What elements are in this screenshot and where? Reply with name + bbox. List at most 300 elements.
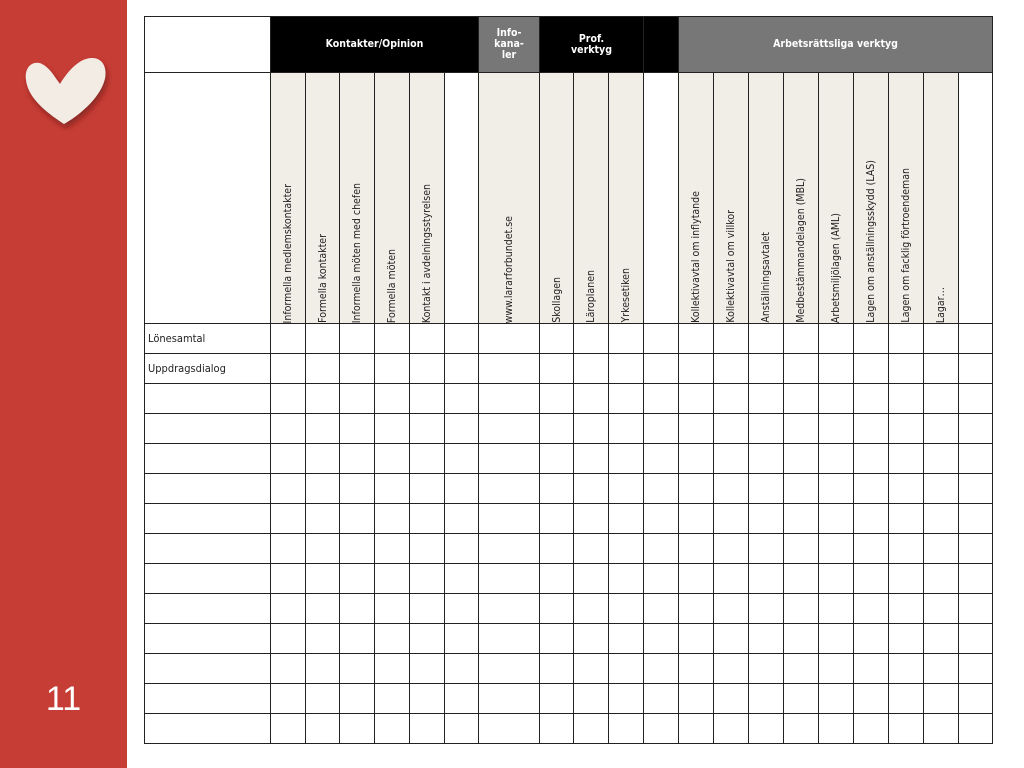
- checklist-cell[interactable]: [410, 654, 445, 684]
- checklist-cell[interactable]: [749, 714, 784, 744]
- checklist-cell[interactable]: [574, 624, 609, 654]
- checklist-cell[interactable]: [889, 504, 924, 534]
- checklist-cell[interactable]: [784, 594, 819, 624]
- checklist-cell[interactable]: [410, 354, 445, 384]
- checklist-cell[interactable]: [574, 714, 609, 744]
- column-header: [644, 73, 679, 324]
- checklist-cell[interactable]: [784, 534, 819, 564]
- checklist-cell[interactable]: [679, 474, 714, 504]
- checklist-cell[interactable]: [445, 444, 479, 474]
- checklist-cell[interactable]: [540, 534, 574, 564]
- checklist-cell[interactable]: [889, 534, 924, 564]
- checklist-cell[interactable]: [749, 684, 784, 714]
- checklist-cell[interactable]: [445, 354, 479, 384]
- checklist-cell[interactable]: [375, 564, 410, 594]
- checklist-cell[interactable]: [410, 714, 445, 744]
- checklist-cell[interactable]: [574, 384, 609, 414]
- checklist-cell[interactable]: [854, 624, 889, 654]
- checklist-cell[interactable]: [784, 654, 819, 684]
- checklist-cell[interactable]: [959, 354, 993, 384]
- checklist-cell[interactable]: [889, 594, 924, 624]
- column-header-label: Kollektivavtal om villkor: [725, 210, 737, 323]
- checklist-cell[interactable]: [784, 714, 819, 744]
- checklist-cell[interactable]: [854, 654, 889, 684]
- checklist-cell[interactable]: [644, 684, 679, 714]
- checklist-cell[interactable]: [819, 564, 854, 594]
- checklist-cell[interactable]: [540, 414, 574, 444]
- checklist-cell[interactable]: [714, 714, 749, 744]
- checklist-cell[interactable]: [540, 624, 574, 654]
- checklist-cell[interactable]: [679, 384, 714, 414]
- checklist-cell[interactable]: [410, 504, 445, 534]
- checklist-cell[interactable]: [479, 624, 540, 654]
- checklist-cell[interactable]: [749, 354, 784, 384]
- checklist-cell[interactable]: [609, 444, 644, 474]
- column-header-label: Informella medlemskontakter: [282, 183, 294, 323]
- checklist-cell[interactable]: [819, 384, 854, 414]
- checklist-cell[interactable]: [749, 594, 784, 624]
- checklist-cell[interactable]: [271, 534, 306, 564]
- checklist-cell[interactable]: [784, 474, 819, 504]
- checklist-cell[interactable]: [819, 714, 854, 744]
- checklist-cell[interactable]: [375, 324, 410, 354]
- checklist-cell[interactable]: [609, 594, 644, 624]
- checklist-cell[interactable]: [854, 534, 889, 564]
- checklist-cell[interactable]: [375, 654, 410, 684]
- checklist-cell[interactable]: [679, 684, 714, 714]
- checklist-cell[interactable]: [784, 444, 819, 474]
- checklist-cell[interactable]: [479, 324, 540, 354]
- checklist-cell[interactable]: [340, 534, 375, 564]
- checklist-cell[interactable]: [924, 354, 959, 384]
- checklist-cell[interactable]: [574, 504, 609, 534]
- checklist-cell[interactable]: [306, 444, 340, 474]
- checklist-cell[interactable]: [784, 354, 819, 384]
- checklist-cell[interactable]: [749, 444, 784, 474]
- checklist-cell[interactable]: [959, 444, 993, 474]
- checklist-cell[interactable]: [445, 684, 479, 714]
- checklist-cell[interactable]: [644, 414, 679, 444]
- checklist-cell[interactable]: [854, 594, 889, 624]
- checklist-cell[interactable]: [679, 564, 714, 594]
- checklist-cell[interactable]: [609, 564, 644, 594]
- checklist-cell[interactable]: [445, 384, 479, 414]
- checklist-cell[interactable]: [540, 684, 574, 714]
- checklist-cell[interactable]: [609, 714, 644, 744]
- checklist-cell[interactable]: [340, 474, 375, 504]
- checklist-cell[interactable]: [540, 474, 574, 504]
- checklist-cell[interactable]: [854, 414, 889, 444]
- checklist-cell[interactable]: [749, 564, 784, 594]
- checklist-cell[interactable]: [479, 654, 540, 684]
- checklist-cell[interactable]: [889, 474, 924, 504]
- checklist-cell[interactable]: [410, 594, 445, 624]
- checklist-cell[interactable]: [889, 624, 924, 654]
- checklist-cell[interactable]: [479, 534, 540, 564]
- checklist-cell[interactable]: [679, 444, 714, 474]
- checklist-cell[interactable]: [924, 654, 959, 684]
- checklist-cell[interactable]: [679, 414, 714, 444]
- checklist-cell[interactable]: [889, 444, 924, 474]
- checklist-cell[interactable]: [924, 474, 959, 504]
- checklist-cell[interactable]: [479, 714, 540, 744]
- checklist-cell[interactable]: [679, 624, 714, 654]
- checklist-cell[interactable]: [924, 384, 959, 414]
- checklist-cell[interactable]: [714, 324, 749, 354]
- checklist-cell[interactable]: [271, 384, 306, 414]
- column-header-label: Läroplanen: [585, 270, 597, 323]
- checklist-cell[interactable]: [644, 444, 679, 474]
- checklist-cell[interactable]: [959, 564, 993, 594]
- checklist-cell[interactable]: [714, 354, 749, 384]
- checklist-cell[interactable]: [574, 594, 609, 624]
- row-label: [145, 714, 271, 744]
- checklist-cell[interactable]: [375, 624, 410, 654]
- checklist-cell[interactable]: [540, 384, 574, 414]
- checklist-cell[interactable]: [854, 324, 889, 354]
- checklist-cell[interactable]: [271, 654, 306, 684]
- checklist-cell[interactable]: [340, 564, 375, 594]
- checklist-cell[interactable]: [445, 474, 479, 504]
- checklist-cell[interactable]: [340, 504, 375, 534]
- checklist-cell[interactable]: [540, 564, 574, 594]
- checklist-cell[interactable]: [340, 654, 375, 684]
- checklist-cell[interactable]: [271, 714, 306, 744]
- checklist-cell[interactable]: [889, 714, 924, 744]
- checklist-cell[interactable]: [340, 354, 375, 384]
- checklist-cell[interactable]: [445, 624, 479, 654]
- checklist-cell[interactable]: [749, 324, 784, 354]
- checklist-cell[interactable]: [714, 594, 749, 624]
- checklist-cell[interactable]: [479, 384, 540, 414]
- checklist-cell[interactable]: [375, 384, 410, 414]
- row-label: [145, 474, 271, 504]
- checklist-cell[interactable]: [679, 504, 714, 534]
- checklist-cell[interactable]: [784, 504, 819, 534]
- checklist-cell[interactable]: [271, 504, 306, 534]
- checklist-cell[interactable]: [959, 504, 993, 534]
- checklist-cell[interactable]: [784, 564, 819, 594]
- checklist-cell[interactable]: [340, 414, 375, 444]
- checklist-cell[interactable]: [889, 414, 924, 444]
- checklist-cell[interactable]: [445, 504, 479, 534]
- checklist-cell[interactable]: [445, 324, 479, 354]
- checklist-cell[interactable]: [644, 354, 679, 384]
- checklist-cell[interactable]: [340, 324, 375, 354]
- checklist-cell[interactable]: [819, 624, 854, 654]
- checklist-cell[interactable]: [819, 504, 854, 534]
- checklist-cell[interactable]: [540, 324, 574, 354]
- checklist-cell[interactable]: [679, 714, 714, 744]
- checklist-cell[interactable]: [375, 534, 410, 564]
- checklist-cell[interactable]: [540, 654, 574, 684]
- checklist-cell[interactable]: [609, 384, 644, 414]
- checklist-cell[interactable]: [306, 354, 340, 384]
- checklist-cell[interactable]: [749, 474, 784, 504]
- checklist-cell[interactable]: [609, 414, 644, 444]
- checklist-cell[interactable]: [479, 504, 540, 534]
- checklist-cell[interactable]: [375, 594, 410, 624]
- checklist-cell[interactable]: [959, 624, 993, 654]
- checklist-cell[interactable]: [819, 414, 854, 444]
- checklist-cell[interactable]: [306, 564, 340, 594]
- checklist-cell[interactable]: [410, 324, 445, 354]
- checklist-cell[interactable]: [306, 384, 340, 414]
- checklist-cell[interactable]: [714, 534, 749, 564]
- column-header: [540, 73, 574, 324]
- checklist-cell[interactable]: [609, 624, 644, 654]
- checklist-cell[interactable]: [609, 324, 644, 354]
- checklist-cell[interactable]: [340, 624, 375, 654]
- checklist-cell[interactable]: [574, 564, 609, 594]
- checklist-cell[interactable]: [609, 474, 644, 504]
- checklist-cell[interactable]: [479, 564, 540, 594]
- checklist-cell[interactable]: [271, 684, 306, 714]
- checklist-cell[interactable]: [889, 654, 924, 684]
- checklist-cell[interactable]: [889, 384, 924, 414]
- checklist-cell[interactable]: [574, 414, 609, 444]
- column-header-label: www.lararforbundet.se: [503, 215, 515, 323]
- checklist-cell[interactable]: [540, 354, 574, 384]
- checklist-cell[interactable]: [749, 504, 784, 534]
- checklist-cell[interactable]: [854, 504, 889, 534]
- checklist-cell[interactable]: [784, 324, 819, 354]
- checklist-cell[interactable]: [924, 624, 959, 654]
- checklist-cell[interactable]: [479, 684, 540, 714]
- checklist-cell[interactable]: [574, 324, 609, 354]
- checklist-cell[interactable]: [644, 564, 679, 594]
- checklist-cell[interactable]: [749, 534, 784, 564]
- checklist-cell[interactable]: [574, 534, 609, 564]
- checklist-cell[interactable]: [306, 624, 340, 654]
- group-header-kontakter: [271, 17, 479, 73]
- checklist-cell[interactable]: [854, 474, 889, 504]
- checklist-cell[interactable]: [445, 564, 479, 594]
- checklist-cell[interactable]: [306, 474, 340, 504]
- checklist-cell[interactable]: [924, 564, 959, 594]
- checklist-cell[interactable]: [574, 654, 609, 684]
- checklist-cell[interactable]: [714, 624, 749, 654]
- checklist-cell[interactable]: [959, 414, 993, 444]
- checklist-cell[interactable]: [574, 474, 609, 504]
- checklist-cell[interactable]: [924, 534, 959, 564]
- checklist-cell[interactable]: [375, 354, 410, 384]
- column-header-label: Kollektivavtal om inflytande: [690, 191, 702, 323]
- checklist-cell[interactable]: [959, 534, 993, 564]
- checklist-cell[interactable]: [959, 684, 993, 714]
- checklist-cell[interactable]: [410, 564, 445, 594]
- checklist-cell[interactable]: [784, 384, 819, 414]
- checklist-cell[interactable]: [819, 444, 854, 474]
- checklist-cell[interactable]: [410, 444, 445, 474]
- checklist-cell[interactable]: [819, 534, 854, 564]
- checklist-cell[interactable]: [271, 414, 306, 444]
- checklist-cell[interactable]: [959, 324, 993, 354]
- checklist-cell[interactable]: [644, 594, 679, 624]
- checklist-cell[interactable]: [375, 414, 410, 444]
- table-row: [145, 504, 993, 534]
- checklist-cell[interactable]: [479, 594, 540, 624]
- column-header-label: Skollagen: [550, 277, 563, 323]
- checklist-cell[interactable]: [819, 654, 854, 684]
- checklist-cell[interactable]: [889, 324, 924, 354]
- checklist-cell[interactable]: [749, 654, 784, 684]
- checklist-cell[interactable]: [714, 564, 749, 594]
- checklist-cell[interactable]: [644, 504, 679, 534]
- checklist-cell[interactable]: [479, 444, 540, 474]
- checklist-cell[interactable]: [644, 534, 679, 564]
- checklist-cell[interactable]: [819, 684, 854, 714]
- checklist-cell[interactable]: [375, 684, 410, 714]
- column-header: [445, 73, 479, 324]
- checklist-cell[interactable]: [306, 534, 340, 564]
- checklist-cell[interactable]: [959, 654, 993, 684]
- checklist-cell[interactable]: [540, 504, 574, 534]
- checklist-cell[interactable]: [784, 684, 819, 714]
- checklist-cell[interactable]: [854, 714, 889, 744]
- checklist-cell[interactable]: [959, 474, 993, 504]
- table-row: [145, 534, 993, 564]
- checklist-cell[interactable]: [375, 504, 410, 534]
- checklist-cell[interactable]: [445, 714, 479, 744]
- checklist-cell[interactable]: [340, 684, 375, 714]
- checklist-cell[interactable]: [306, 684, 340, 714]
- checklist-cell[interactable]: [924, 444, 959, 474]
- checklist-cell[interactable]: [410, 624, 445, 654]
- checklist-cell[interactable]: [609, 534, 644, 564]
- checklist-cell[interactable]: [340, 384, 375, 414]
- checklist-cell[interactable]: [574, 684, 609, 714]
- checklist-cell[interactable]: [854, 384, 889, 414]
- checklist-cell[interactable]: [306, 504, 340, 534]
- checklist-cell[interactable]: [375, 474, 410, 504]
- checklist-cell[interactable]: [679, 654, 714, 684]
- checklist-cell[interactable]: [644, 654, 679, 684]
- checklist-cell[interactable]: [924, 714, 959, 744]
- checklist-cell[interactable]: [306, 594, 340, 624]
- checklist-cell[interactable]: [271, 564, 306, 594]
- checklist-cell[interactable]: [714, 384, 749, 414]
- checklist-cell[interactable]: [540, 714, 574, 744]
- checklist-cell[interactable]: [714, 684, 749, 714]
- checklist-cell[interactable]: [819, 474, 854, 504]
- checklist-cell[interactable]: [714, 444, 749, 474]
- checklist-cell[interactable]: [306, 414, 340, 444]
- checklist-cell[interactable]: [784, 414, 819, 444]
- checklist-cell[interactable]: [749, 414, 784, 444]
- checklist-cell[interactable]: [340, 714, 375, 744]
- checklist-cell[interactable]: [889, 354, 924, 384]
- checklist-cell[interactable]: [410, 474, 445, 504]
- checklist-cell[interactable]: [540, 594, 574, 624]
- checklist-cell[interactable]: [271, 474, 306, 504]
- checklist-cell[interactable]: [306, 654, 340, 684]
- checklist-cell[interactable]: [924, 594, 959, 624]
- checklist-cell[interactable]: [574, 444, 609, 474]
- checklist-cell[interactable]: [644, 624, 679, 654]
- table-row: [145, 714, 993, 744]
- checklist-cell[interactable]: [609, 684, 644, 714]
- checklist-cell[interactable]: [410, 534, 445, 564]
- row-label: Lönesamtal: [145, 324, 271, 354]
- checklist-cell[interactable]: [410, 384, 445, 414]
- column-header: [574, 73, 609, 324]
- checklist-cell[interactable]: [271, 354, 306, 384]
- checklist-cell[interactable]: [445, 594, 479, 624]
- checklist-cell[interactable]: [609, 654, 644, 684]
- checklist-cell[interactable]: [445, 534, 479, 564]
- checklist-cell[interactable]: [644, 714, 679, 744]
- checklist-cell[interactable]: [854, 444, 889, 474]
- checklist-cell[interactable]: [271, 444, 306, 474]
- checklist-cell[interactable]: [959, 384, 993, 414]
- checklist-cell[interactable]: [375, 444, 410, 474]
- checklist-cell[interactable]: [714, 474, 749, 504]
- checklist-cell[interactable]: [410, 414, 445, 444]
- checklist-cell[interactable]: [924, 414, 959, 444]
- checklist-cell[interactable]: [479, 474, 540, 504]
- checklist-cell[interactable]: [340, 444, 375, 474]
- checklist-cell[interactable]: [609, 504, 644, 534]
- checklist-cell[interactable]: [644, 324, 679, 354]
- checklist-cell[interactable]: [749, 384, 784, 414]
- checklist-cell[interactable]: [924, 504, 959, 534]
- checklist-cell[interactable]: [679, 594, 714, 624]
- checklist-cell[interactable]: [271, 624, 306, 654]
- checklist-cell[interactable]: [574, 354, 609, 384]
- checklist-cell[interactable]: [679, 534, 714, 564]
- checklist-cell[interactable]: [679, 324, 714, 354]
- checklist-cell[interactable]: [609, 354, 644, 384]
- checklist-cell[interactable]: [854, 684, 889, 714]
- checklist-cell[interactable]: [679, 354, 714, 384]
- checklist-cell[interactable]: [644, 474, 679, 504]
- checklist-cell[interactable]: [959, 594, 993, 624]
- checklist-cell[interactable]: [924, 324, 959, 354]
- checklist-cell[interactable]: [819, 594, 854, 624]
- checklist-cell[interactable]: [306, 714, 340, 744]
- group-header-label: Arbetsrättsliga verktyg: [773, 38, 898, 50]
- checklist-cell[interactable]: [784, 624, 819, 654]
- checklist-cell[interactable]: [819, 324, 854, 354]
- group-header-arbetsratt: [679, 17, 993, 73]
- checklist-cell[interactable]: [854, 564, 889, 594]
- checklist-cell[interactable]: [410, 684, 445, 714]
- checklist-cell[interactable]: [819, 354, 854, 384]
- row-label: [145, 594, 271, 624]
- checklist-cell[interactable]: [479, 414, 540, 444]
- checklist-cell[interactable]: [644, 384, 679, 414]
- checklist-cell[interactable]: [714, 504, 749, 534]
- checklist-cell[interactable]: [924, 684, 959, 714]
- checklist-cell[interactable]: [714, 654, 749, 684]
- checklist-cell[interactable]: [306, 324, 340, 354]
- checklist-cell[interactable]: [445, 414, 479, 444]
- checklist-cell[interactable]: [959, 714, 993, 744]
- checklist-cell[interactable]: [749, 624, 784, 654]
- checklist-cell[interactable]: [540, 444, 574, 474]
- checklist-cell[interactable]: [854, 354, 889, 384]
- checklist-cell[interactable]: [889, 564, 924, 594]
- checklist-cell[interactable]: [271, 324, 306, 354]
- checklist-cell[interactable]: [375, 714, 410, 744]
- checklist-cell[interactable]: [714, 414, 749, 444]
- checklist-cell[interactable]: [889, 684, 924, 714]
- checklist-cell[interactable]: [445, 654, 479, 684]
- checklist-cell[interactable]: [479, 354, 540, 384]
- checklist-cell[interactable]: [271, 594, 306, 624]
- checklist-cell[interactable]: [340, 594, 375, 624]
